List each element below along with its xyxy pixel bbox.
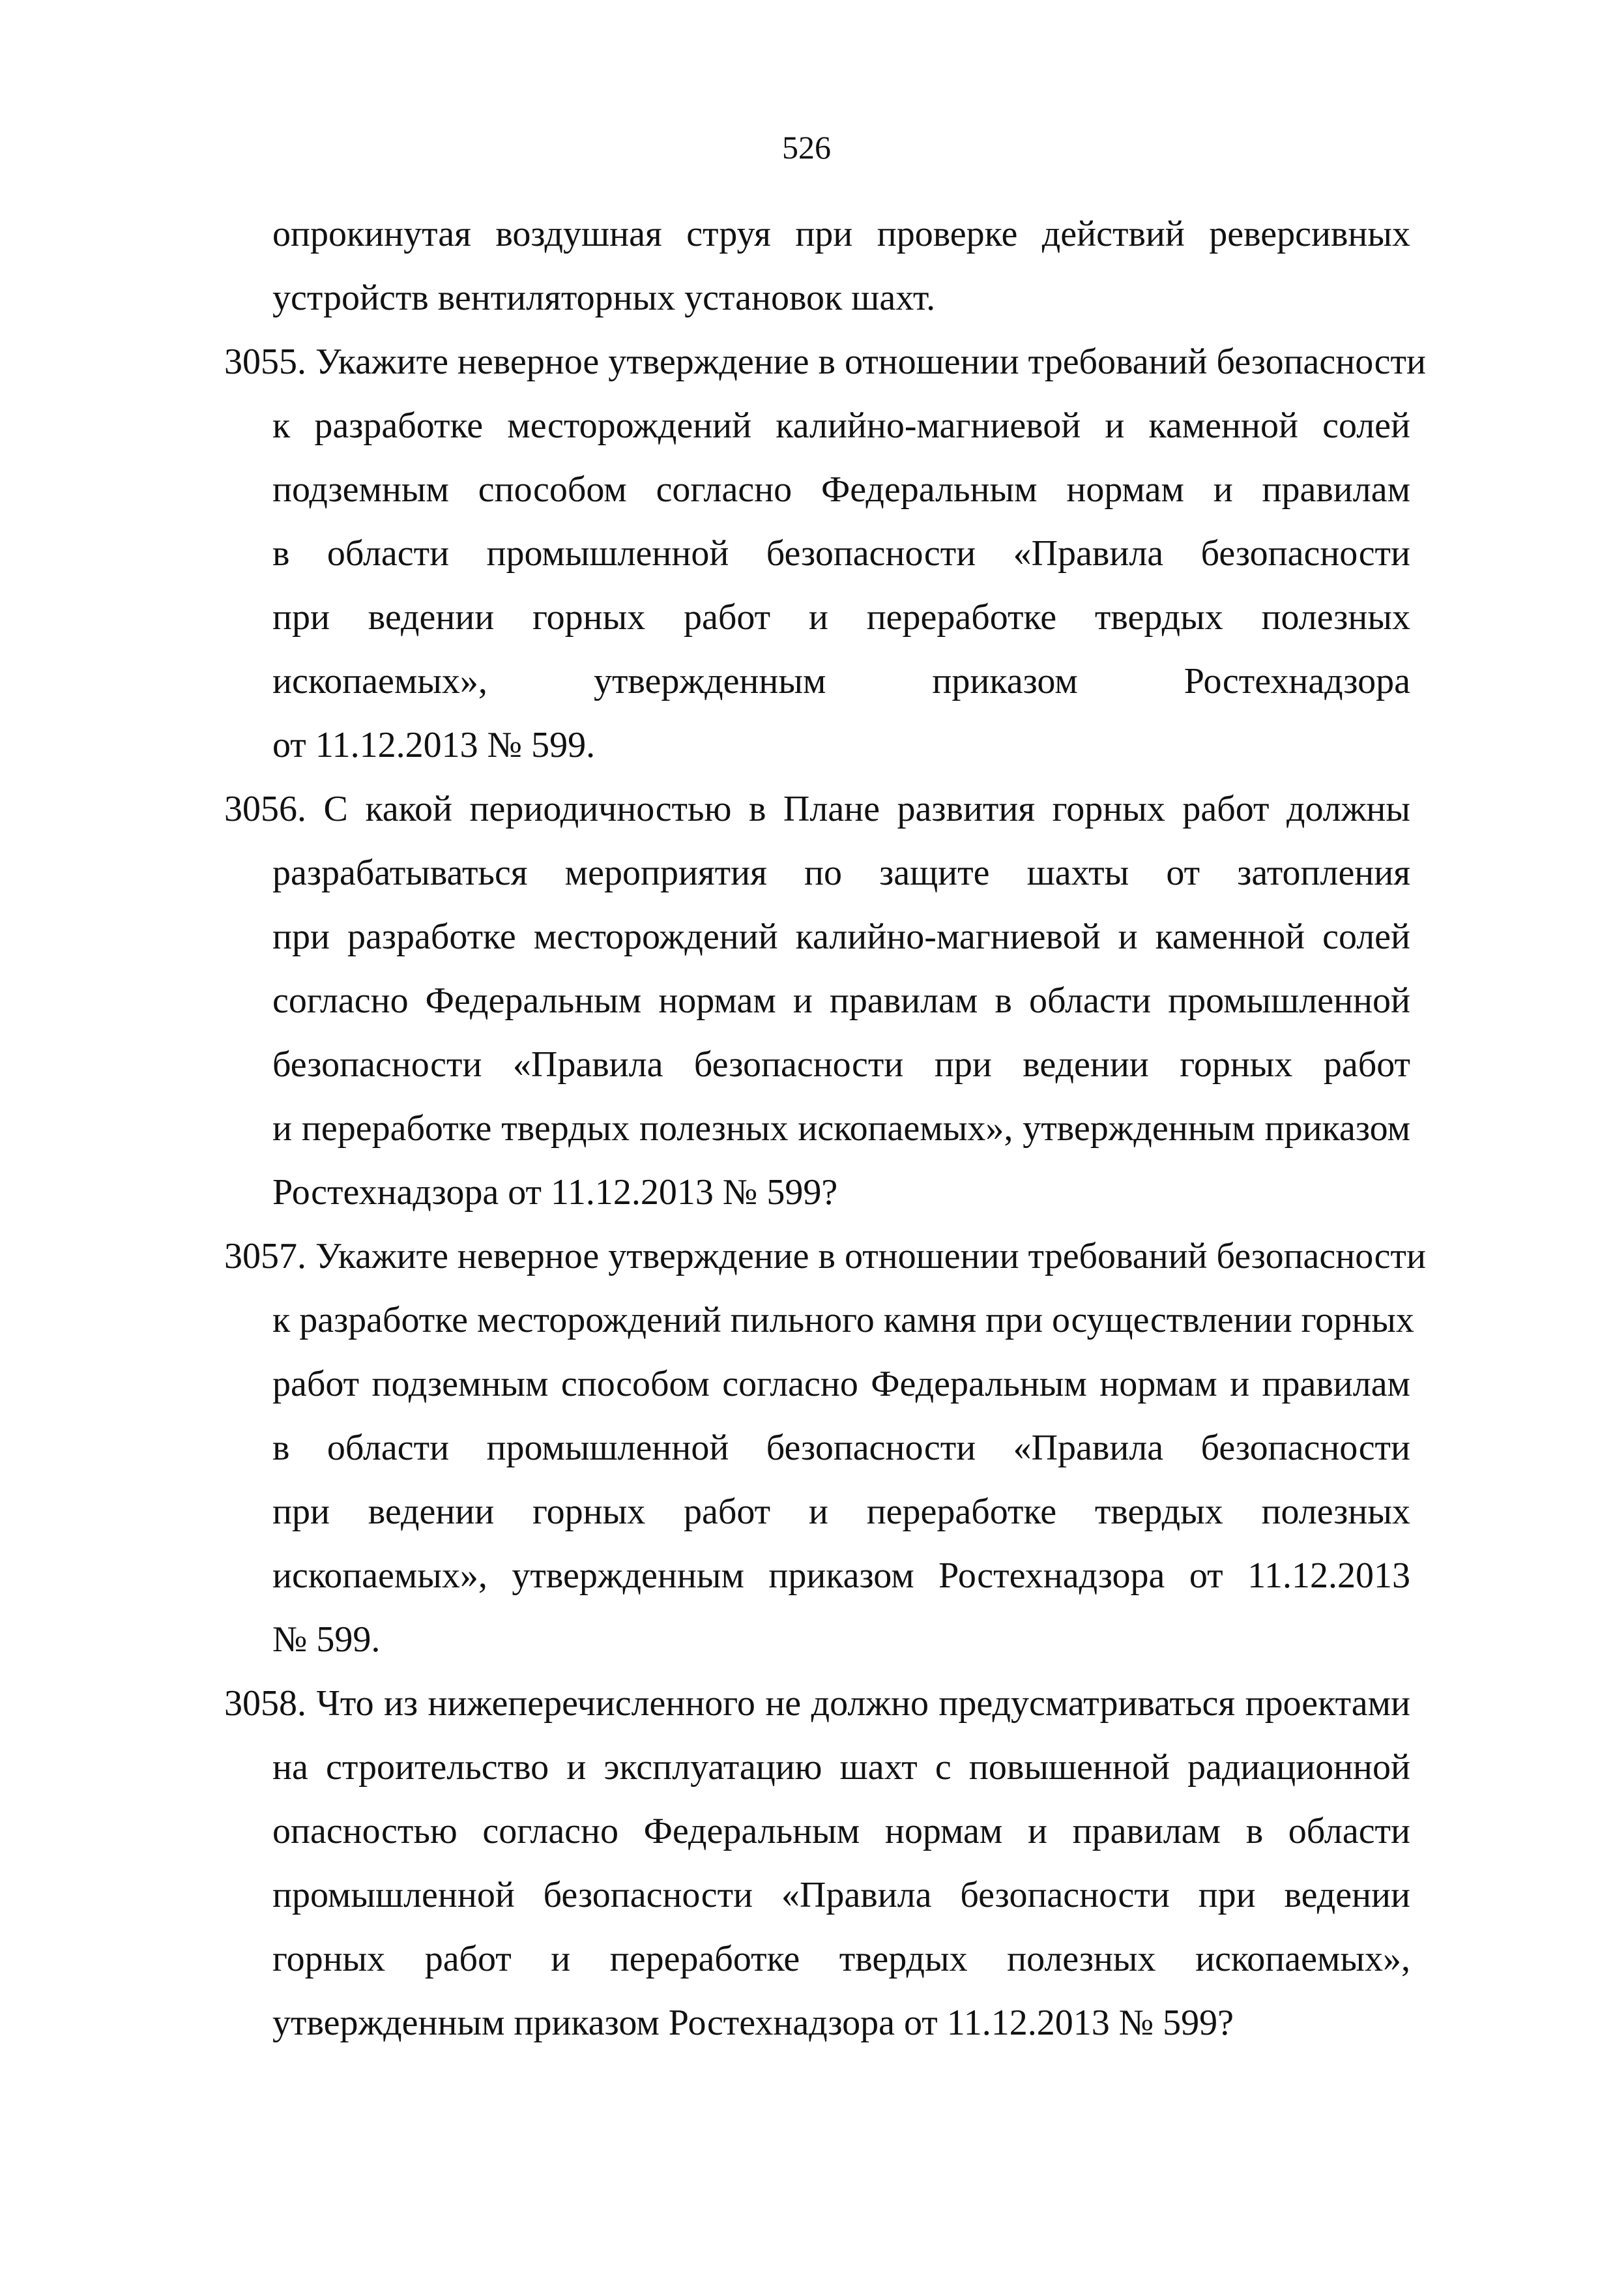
question-3057-first-line: 3057. Укажите неверное утверждение в отношении требований безопасности bbox=[224, 1236, 1426, 1276]
text-line: ископаемых», утвержденным приказом Ростехнадзора bbox=[272, 661, 1410, 701]
text-line: согласно Федеральным нормам и правилам в области промышленной bbox=[272, 980, 1410, 1021]
text-line: при разработке месторождений калийно-магниевой и каменной солей bbox=[272, 917, 1410, 957]
text-line: подземным способом согласно Федеральным нормам и правилам bbox=[272, 469, 1410, 510]
text-line: ископаемых», утвержденным приказом Ростехнадзора от 11.12.2013 bbox=[272, 1555, 1410, 1596]
text-line: работ подземным способом согласно Федеральным нормам и правилам bbox=[272, 1364, 1410, 1404]
text-line: промышленной безопасности «Правила безопасности при ведении bbox=[272, 1875, 1410, 1915]
text-line: от 11.12.2013 № 599. bbox=[272, 725, 596, 765]
question-3055-first-line: 3055. Укажите неверное утверждение в отношении требований безопасности bbox=[224, 342, 1426, 382]
text-line: разрабатываться мероприятия по защите шахты от затопления bbox=[272, 853, 1410, 893]
text-line: утвержденным приказом Ростехнадзора от 11.12.2013 № 599? bbox=[272, 2003, 1234, 2043]
question-3056-first-line: 3056. С какой периодичностью в Плане развития горных работ должны bbox=[224, 789, 1410, 829]
page-number: 526 bbox=[782, 129, 831, 166]
text-line: Ростехнадзора от 11.12.2013 № 599? bbox=[272, 1172, 838, 1213]
text-line: в области промышленной безопасности «Правила безопасности bbox=[272, 533, 1410, 574]
text-line: безопасности «Правила безопасности при ведении горных работ bbox=[272, 1044, 1410, 1085]
text-line: устройств вентиляторных установок шахт. bbox=[272, 278, 936, 318]
text-line: и переработке твердых полезных ископаемых», утвержденным приказом bbox=[272, 1108, 1410, 1149]
text-line: к разработке месторождений пильного камня при осуществлении горных bbox=[272, 1300, 1414, 1340]
question-3058-first-line: 3058. Что из нижеперечисленного не должно предусматриваться проектами bbox=[224, 1683, 1410, 1724]
text-line: при ведении горных работ и переработке твердых полезных bbox=[272, 1492, 1410, 1532]
text-line: опасностью согласно Федеральным нормам и правилам в области bbox=[272, 1811, 1410, 1851]
text-line: горных работ и переработке твердых полезных ископаемых», bbox=[272, 1939, 1410, 1979]
text-line: при ведении горных работ и переработке твердых полезных bbox=[272, 597, 1410, 638]
text-line: к разработке месторождений калийно-магниевой и каменной солей bbox=[272, 405, 1410, 446]
text-line: опрокинутая воздушная струя при проверке действий реверсивных bbox=[272, 214, 1410, 254]
text-line: № 599. bbox=[272, 1619, 381, 1660]
text-line: на строительство и эксплуатацию шахт с повышенной радиационной bbox=[272, 1747, 1410, 1788]
text-line: в области промышленной безопасности «Правила безопасности bbox=[272, 1428, 1410, 1468]
